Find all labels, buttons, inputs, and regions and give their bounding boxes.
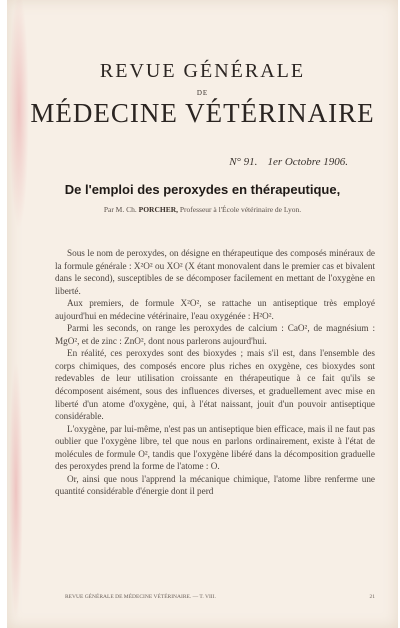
article-body [55,247,375,498]
body-paragraph: Aux premiers, de formule X²O², se rattache un antiseptique très employé aujourd'hui en médecine vétérinaire, l'eau oxygénée : H²O². [55,298,375,321]
journal-title-line1: REVUE GÉNÉRALE [99,60,306,82]
body-paragraph: Sous le nom de peroxydes, on désigne en thérapeutique des composés minéraux de la formule générale : X²O² ou XO² (X étant monovalent dans le premier cas et bivalent dans le second), susceptibles de se décomposer facilement en mettant de l'oxygène en liberté. [55,248,375,296]
page-footer [65,594,375,600]
byline-prefix: Par M. Ch. [103,205,137,214]
body-paragraph: L'oxygène, par lui-même, n'est pas un antiseptique bien efficace, mais il ne faut pas oublier que l'oxygène libre, tel que nous en parlons ordinairement, existe à l'état de molécules de formule O², tandis que l'oxygène libéré dans la décomposition graduelle des peroxydes prend la forme de l'atome : O. [55,423,375,472]
issue-info [229,156,348,168]
article-title: De l'emploi des peroxydes en thérapeutique, [64,182,341,197]
journal-page [7,0,398,628]
issue-date: 1er Octobre 1906. [267,156,348,168]
body-paragraph: Or, ainsi que nous l'apprend la mécanique chimique, l'atome libre renferme une quantité considérable d'énergie dont il perd [55,473,375,497]
journal-title-de: DE [196,89,209,97]
body-paragraph: En réalité, ces peroxydes sont des bioxydes ; mais s'il est, dans l'ensemble des corps chimiques, des composés encore plus riches en oxygène, ces bioxydes sont redevables de leur utilisation croissante en thérapeutique à ce fait qu'ils se décomposent aisément, sous des influences diverses, et graduellement avec mise en liberté d'un atome d'oxygène, qui, à l'état naissant, jouit d'un pouvoir antiseptique considérable. [55,348,375,422]
body-paragraph: Parmi les seconds, on range les peroxydes de calcium : CaO², de magnésium : MgO², et de zinc : ZnO², dont nous parlerons aujourd'hui. [55,323,375,346]
page-stain [9,360,23,620]
running-footer: REVUE GÉNÉRALE DE MÉDECINE VÉTÉRINAIRE. — T. VIII. [65,594,216,600]
article-byline [7,205,398,214]
page-number: 21 [369,594,375,600]
byline-author: PORCHER, [138,205,178,214]
journal-title-line2: MÉDECINE VÉTÉRINAIRE [30,98,375,128]
issue-number: N° 91. [229,156,258,168]
byline-affiliation: Professeur à l'École vétérinaire de Lyon. [179,205,302,214]
